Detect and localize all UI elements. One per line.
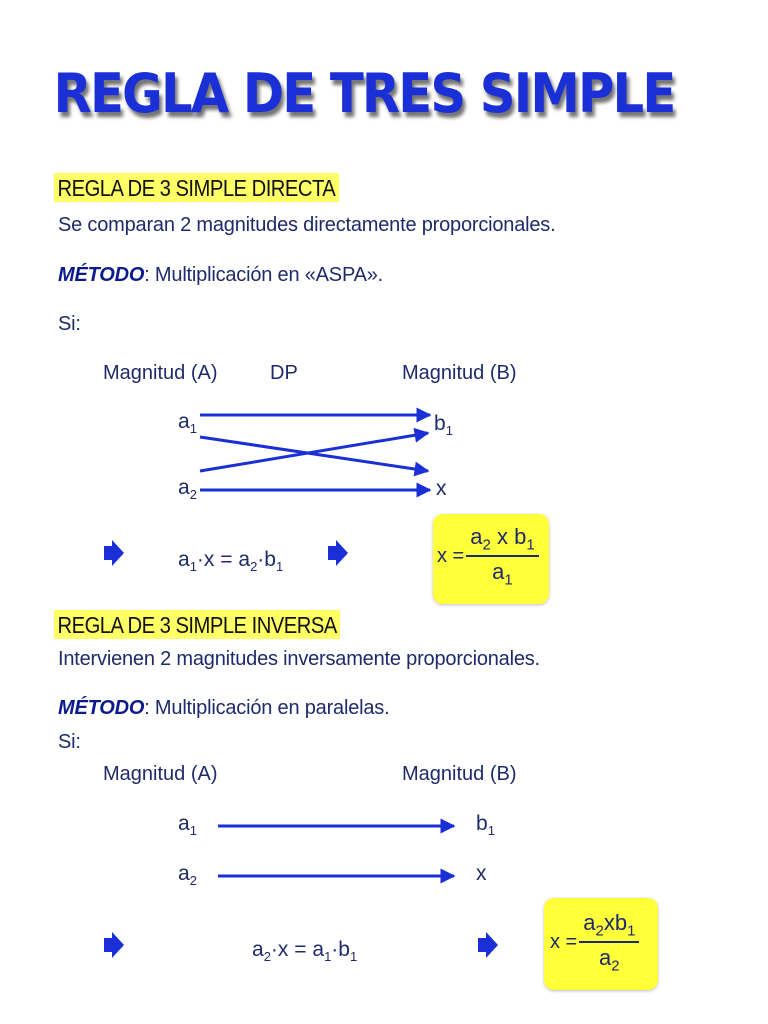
var-a: a (178, 476, 190, 499)
formula-x-label: x = (550, 930, 578, 953)
var-a: a (583, 910, 596, 935)
directa-x: x (436, 477, 447, 500)
inversa-method-text: : Multiplicación en paralelas. (144, 697, 390, 719)
inversa-heading: REGLA DE 3 SIMPLE INVERSA (54, 610, 340, 639)
inversa-a1 (178, 812, 197, 838)
var-b: b (264, 548, 276, 571)
var-x: x (277, 938, 289, 961)
sub-2: 2 (189, 487, 197, 503)
directa-method-text: : Multiplicación en «ASPA». (144, 264, 384, 286)
sub-1: 1 (504, 571, 513, 589)
denominator (492, 557, 513, 588)
var-a: a (178, 812, 190, 835)
sub-1: 1 (189, 421, 197, 437)
fraction (579, 910, 639, 975)
directa-equation (178, 548, 283, 574)
inversa-arrows (218, 826, 454, 876)
directa-method-label: MÉTODO (58, 264, 145, 286)
dot: · (270, 938, 278, 961)
directa-col-a: Magnitud (A) (103, 362, 218, 384)
times: x (496, 524, 508, 549)
var-a: a (252, 938, 264, 961)
sub-2: 2 (189, 873, 197, 889)
var-a: a (178, 410, 190, 433)
directa-description: Se comparan 2 magnitudes directamente proporcionales. (58, 214, 556, 236)
sub-2: 2 (482, 536, 491, 554)
inversa-formula (550, 910, 639, 975)
var-a: a (492, 559, 505, 585)
times: x (603, 910, 615, 935)
var-b: b (514, 524, 527, 549)
dot: · (196, 548, 204, 571)
sub-2: 2 (595, 922, 604, 940)
formula-x-label: x = (437, 544, 465, 567)
var-a: a (178, 548, 190, 571)
var-b: b (338, 938, 350, 961)
var-x: x (203, 548, 215, 571)
inversa-method-label: MÉTODO (58, 697, 145, 719)
inversa-formula-box (544, 898, 658, 990)
directa-formula-box (433, 514, 549, 604)
directa-si: Si: (58, 313, 81, 335)
var-a: a (312, 938, 325, 961)
numerator (579, 910, 639, 943)
numerator (466, 524, 538, 557)
var-a: a (470, 524, 483, 549)
page-title: REGLA DE TRES SIMPLE (53, 62, 675, 125)
var-b: b (434, 412, 446, 435)
directa-arrows (200, 415, 430, 490)
sub-1: 1 (526, 536, 535, 554)
sub-1: 1 (627, 922, 636, 940)
sub-1: 1 (189, 559, 197, 575)
fraction (466, 524, 538, 589)
directa-relation: DP (270, 362, 298, 384)
dot: · (257, 548, 265, 571)
var-b: b (614, 910, 628, 935)
equals: = (220, 548, 233, 571)
inversa-method (58, 697, 389, 720)
sub-1: 1 (324, 949, 332, 965)
var-a: a (178, 862, 190, 885)
inversa-a2 (178, 862, 197, 888)
sub-1: 1 (189, 823, 197, 839)
var-a: a (238, 548, 251, 571)
directa-heading: REGLA DE 3 SIMPLE DIRECTA (54, 173, 339, 202)
sub-1: 1 (445, 423, 453, 439)
inversa-x: x (476, 862, 487, 885)
inversa-description: Intervienen 2 magnitudes inversamente proporcionales. (58, 648, 540, 670)
var-b: b (476, 812, 488, 835)
sub-1: 1 (349, 949, 358, 965)
inversa-col-a: Magnitud (A) (103, 763, 218, 785)
denominator (599, 943, 620, 974)
inversa-b1 (476, 812, 495, 838)
directa-col-b: Magnitud (B) (402, 362, 517, 384)
sub-1: 1 (275, 559, 284, 575)
sub-2: 2 (263, 949, 271, 965)
equals: = (294, 938, 307, 961)
sub-2: 2 (250, 559, 258, 575)
dot: · (331, 938, 339, 961)
directa-formula (437, 524, 539, 589)
var-a: a (599, 945, 612, 971)
sub-2: 2 (611, 957, 620, 975)
inversa-equation (252, 938, 357, 964)
sub-1: 1 (487, 823, 495, 839)
inversa-si: Si: (58, 731, 81, 753)
inversa-col-b: Magnitud (B) (402, 763, 517, 785)
